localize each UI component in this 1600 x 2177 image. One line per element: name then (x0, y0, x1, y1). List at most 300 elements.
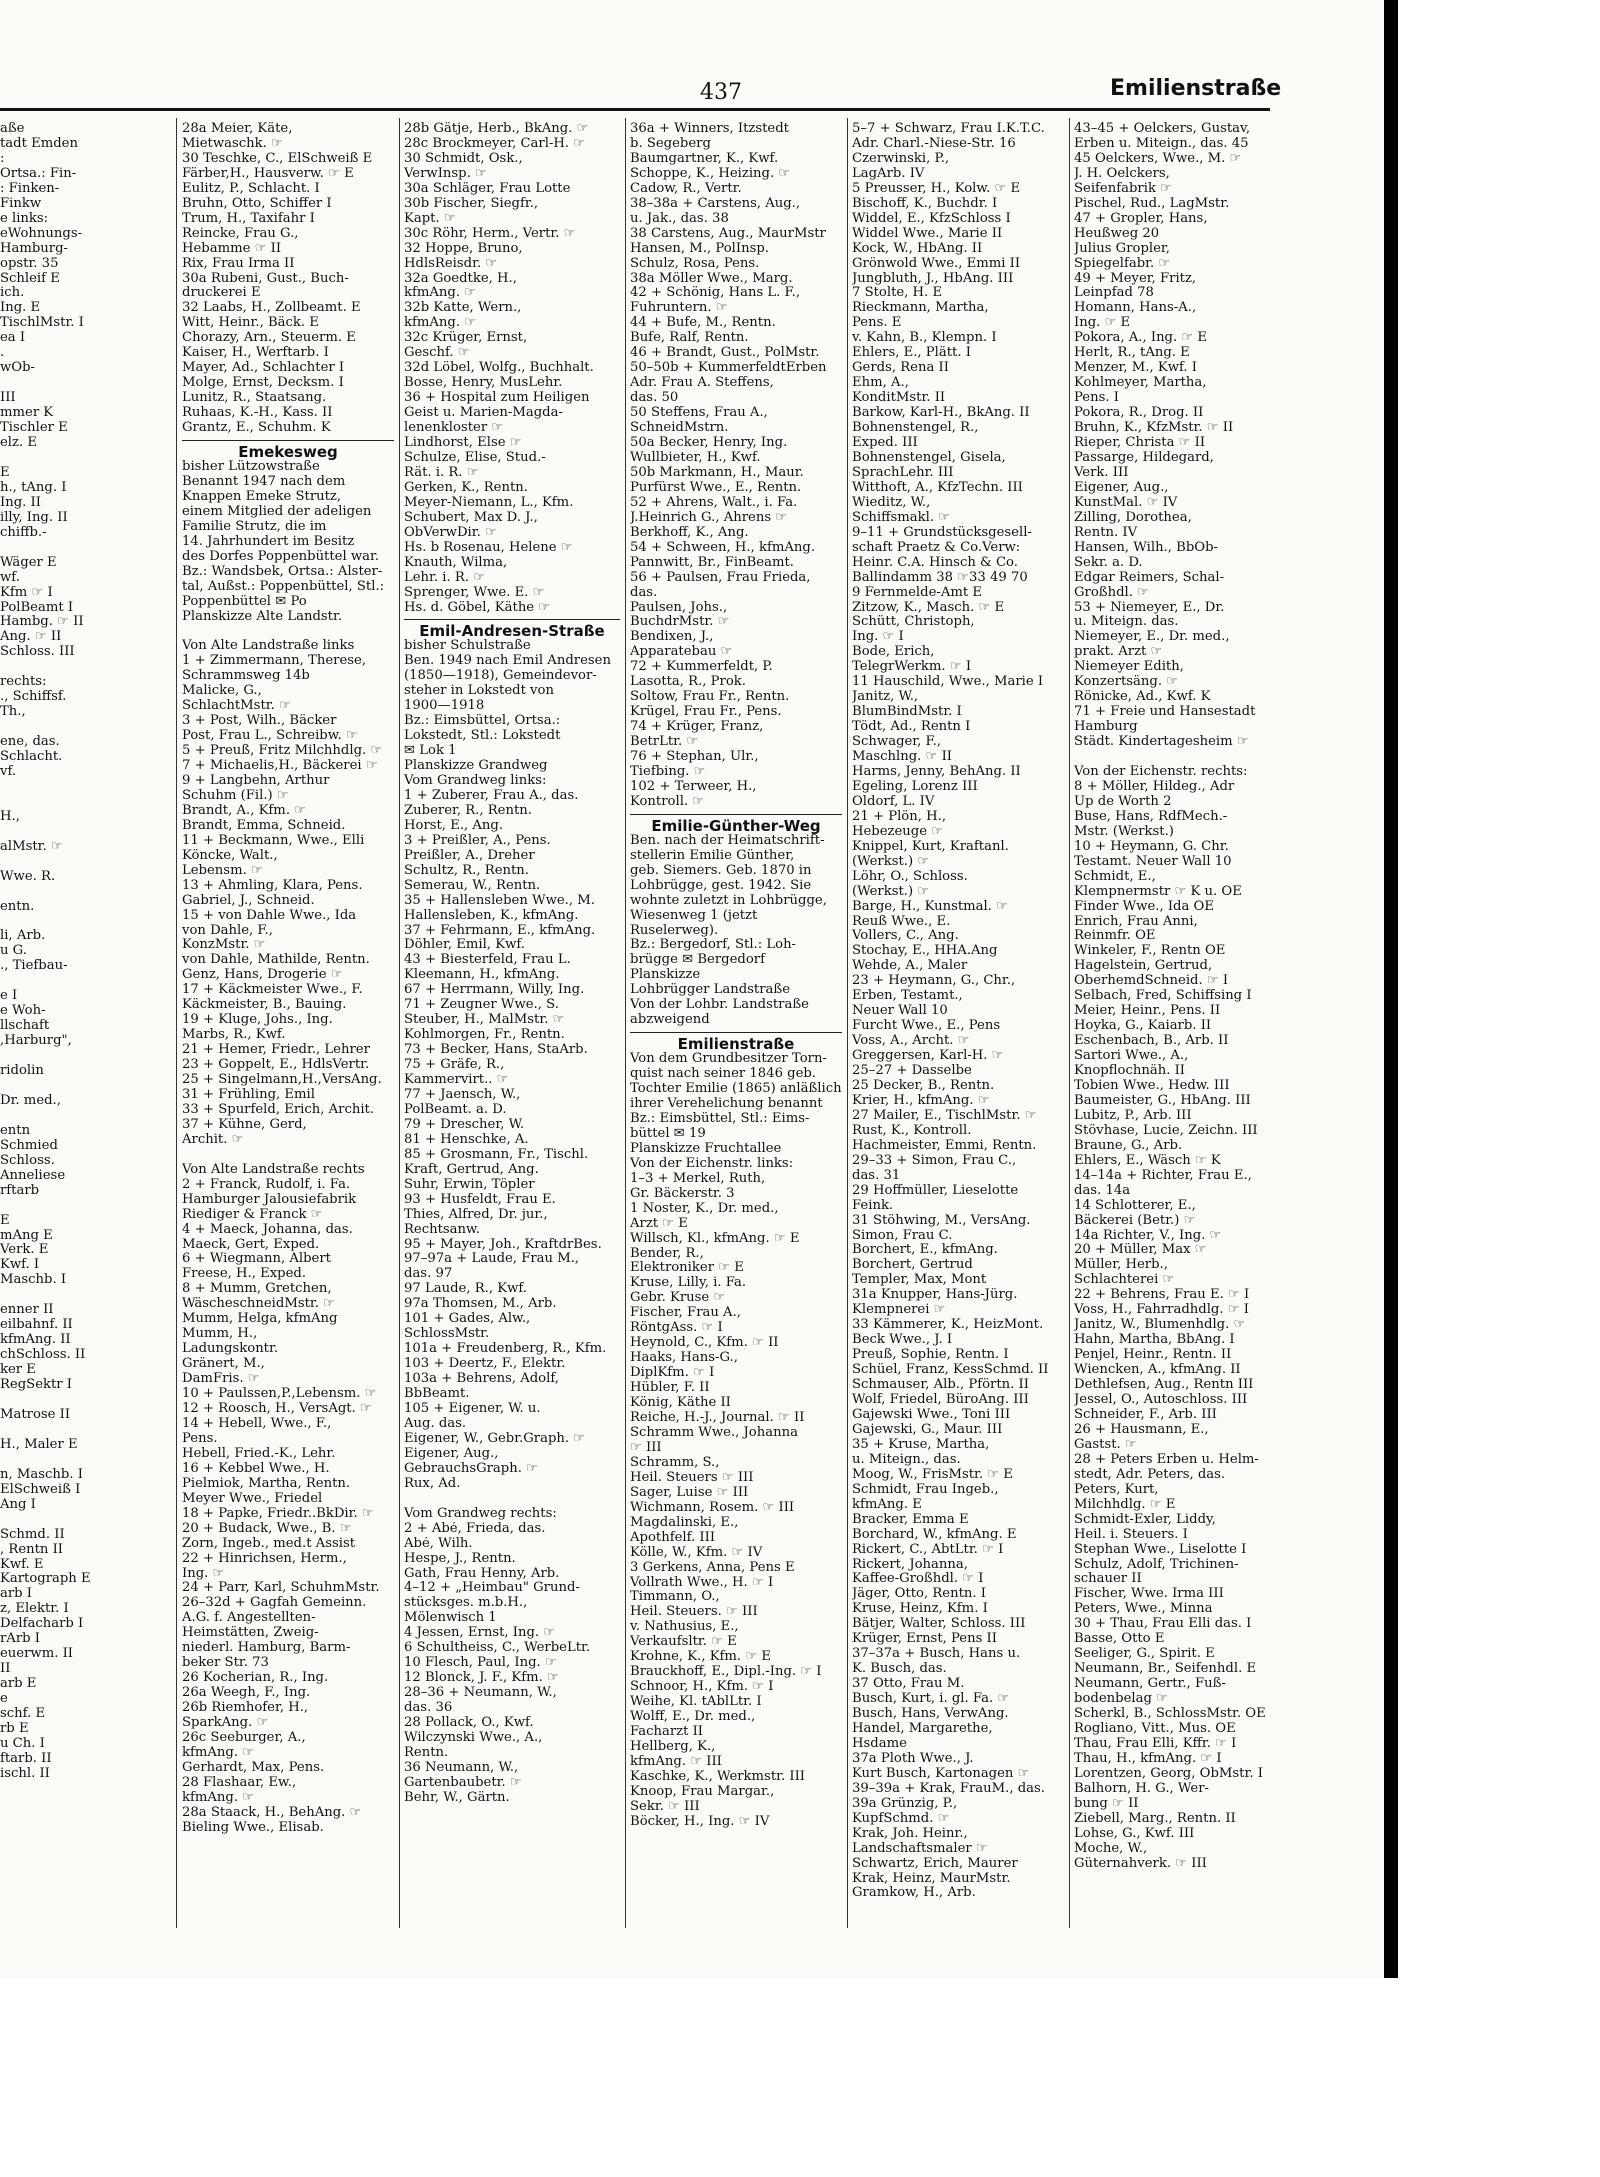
entry-line: Heil. i. Steuers. I (1074, 1527, 1188, 1542)
entry-line: Kfm ☞ I (0, 585, 53, 600)
entry-line: ihrer Verehelichung benannt (630, 1097, 823, 1111)
entry-line (0, 1513, 170, 1528)
entry-line: Niemeyer, E., Dr. med., (1074, 630, 1230, 645)
entry-line: 37a Ploth Wwe., J. (852, 1751, 974, 1766)
entry-line: 50a Becker, Henry, Ing. (630, 436, 788, 451)
entry-line: Zorn, Ingeb., med.t Assist (182, 1536, 356, 1551)
entry-line: Bufe, Ralf, Rentn. (630, 331, 749, 346)
entry-line: ., Tiefbau- (0, 959, 68, 974)
entry-line: 4–12 + „Heimbau" Grund- (404, 1581, 580, 1596)
entry-line: J.Heinrich G., Ahrens ☞ (630, 510, 788, 525)
entry-line: Templer, Max, Mont (852, 1273, 987, 1288)
entry-line: Eulitz, P., Schlacht. I (182, 181, 320, 196)
entry-line: WäscheschneidMstr. ☞ (182, 1297, 335, 1312)
entry-line: eilbahnf. II (0, 1318, 73, 1333)
entry-line: Neumann, Gertr., Fuß- (1074, 1677, 1226, 1692)
entry-line: Rechtsanw. (404, 1222, 480, 1237)
entry-line: Schmidt-Exler, Liddy, (1074, 1512, 1216, 1527)
entry-line: Planskizze Grandweg (404, 759, 548, 774)
entry-line: 38a Möller Wwe., Marg. (630, 271, 793, 286)
entry-line: SchlachtMstr. ☞ (182, 699, 291, 714)
entry-line: Bätjer, Walter, Schloss. III (852, 1617, 1026, 1632)
entry-line: 50 Steffens, Frau A., (630, 406, 768, 421)
entry-line: ker E (0, 1363, 36, 1378)
entry-line: Fuhruntern. ☞ (630, 301, 728, 316)
entry-line: Barkow, Karl-H., BkAng. II (852, 406, 1030, 421)
entry-line: 18 + Papke, Friedr..BkDir. ☞ (182, 1506, 374, 1521)
entry-line: z, Elektr. I (0, 1602, 69, 1617)
entry-line: Reuß Wwe., E. (852, 914, 951, 929)
entry-line: 9 + Langbehn, Arthur (182, 773, 330, 788)
entry-line: 49 + Meyer, Fritz, (1074, 271, 1197, 286)
entry-line: 23 + Heymann, G., Chr., (852, 974, 1016, 989)
entry-line: Moog, W., FrisMstr. ☞ E (852, 1467, 1013, 1482)
entry-line: 7 Stolte, H. E (852, 286, 943, 301)
entry-line: 30b Fischer, Siegfr., (404, 196, 539, 211)
entry-line: Wehde, A., Maler (852, 959, 968, 974)
entry-line: Kapt. ☞ (404, 211, 456, 226)
entry-line: Jessel, O., Autoschloss. III (1074, 1393, 1248, 1408)
entry-line: chiffb.- (0, 525, 47, 540)
entry-line: 31 + Frühling, Emil (182, 1088, 315, 1102)
entry-line: LagArb. IV (852, 166, 925, 181)
column-divider (625, 118, 626, 1928)
entry-line: Schiffsmakl. ☞ (852, 510, 951, 525)
entry-line: 8 + Möller, Hildeg., Adr (1074, 779, 1235, 794)
entry-line: Knappen Emeke Strutz, (182, 489, 342, 504)
entry-line: 10 + Paulssen,P.,Lebensm. ☞ (182, 1387, 377, 1402)
entry-line: Tochter Emilie (1865) anläßlich (630, 1082, 842, 1097)
entry-line: . (0, 346, 5, 361)
entry-line: Freese, H., Exped. (182, 1267, 307, 1282)
entry-line (0, 915, 170, 930)
entry-line: quist nach seiner 1846 geb. (630, 1067, 817, 1082)
page-number: 437 (700, 80, 742, 105)
entry-line: Delfacharb I (0, 1617, 84, 1632)
entry-line: Rux, Ad. (404, 1476, 461, 1491)
entry-line (0, 1199, 170, 1214)
entry-line: u G. (0, 944, 27, 959)
entry-line: Ehlers, E., Plätt. I (852, 346, 971, 361)
entry-line: Handel, Margarethe, (852, 1721, 993, 1736)
entry-line: bung ☞ II (1074, 1796, 1139, 1811)
entry-line: Von Alte Landstraße rechts (182, 1162, 365, 1177)
entry-line: Weihe, Kl. tAblLtr. I (630, 1695, 762, 1710)
entry-line: E (0, 1213, 10, 1228)
entry-line: 38 Carstens, Aug., MaurMstr (630, 226, 826, 241)
entry-line: 47 + Gropler, Hans, (1074, 211, 1208, 226)
entry-line: ,Harburg", (0, 1034, 72, 1049)
entry-line: Mumm, H., (182, 1327, 258, 1342)
entry-line: Bosse, Henry, MusLehr. (404, 376, 563, 391)
entry-line: Hellberg, K., (630, 1739, 716, 1754)
entry-line: Bendixen, J., (630, 630, 714, 645)
entry-line: 42 + Schönig, Hans L. F., (630, 286, 801, 301)
entry-line: SchneidMstrn. (630, 421, 729, 436)
entry-line: Cadow, R., Vertr. (630, 181, 742, 196)
entry-line: 25–27 + Dasselbe (852, 1064, 972, 1079)
entry-line: schf. E (0, 1707, 46, 1722)
entry-line: Rust, K., Kontroll. (852, 1123, 972, 1138)
entry-line: Krüger, Ernst, Pens II (852, 1632, 997, 1647)
entry-line: 45 Oelckers, Wwe., M. ☞ (1074, 151, 1242, 166)
entry-line: KunstMal. ☞ IV (1074, 495, 1178, 510)
entry-line: 31 Stöhwing, M., VersAng. (852, 1213, 1031, 1228)
entry-line: TischlMstr. I (0, 316, 84, 331)
entry-line: 12 Blonck, J. F., Kfm. ☞ (404, 1671, 559, 1686)
entry-line: Heil. Steuers ☞ III (630, 1470, 754, 1485)
entry-line: 103a + Behrens, Adolf, (404, 1372, 559, 1387)
entry-line: ., Schiffsf. (0, 690, 67, 705)
entry-line: 101a + Freudenberg, R., Kfm. (404, 1342, 607, 1357)
entry-line: Stochay, E., HHA.Ang (852, 944, 998, 959)
entry-line: Czerwinski, P., (852, 151, 950, 166)
entry-line: 6 Schultheiss, C., WerbeLtr. (404, 1641, 591, 1656)
entry-line: 73 + Becker, Hans, StaArb. (404, 1043, 588, 1058)
entry-line: 20 + Budack, Wwe., B. ☞ (182, 1521, 352, 1536)
entry-line: Pokora, A., Ing. ☞ E (1074, 331, 1208, 346)
entry-line: Bz.: Eimsbüttel, Ortsa.: (404, 714, 561, 729)
entry-line: Janitz, W., (852, 690, 919, 705)
entry-line: Aug. das. (404, 1416, 467, 1431)
entry-line: Timmann, O., (630, 1590, 720, 1605)
entry-line: bodenbelag ☞ (1074, 1692, 1168, 1707)
entry-line: mAng E (0, 1228, 53, 1243)
entry-line: Egeling, Lorenz III (852, 779, 978, 794)
entry-line: Pens. (182, 1431, 218, 1446)
entry-line: Schmied (0, 1138, 58, 1153)
entry-line: 1 Noster, K., Dr. med., (630, 1201, 779, 1216)
entry-line: Adr. Charl.-Niese-Str. 16 (852, 136, 1016, 151)
entry-line: Zuberer, R., Rentn. (404, 803, 532, 818)
entry-line: 3 + Preißler, A., Pens. (404, 833, 551, 848)
entry-line: Menzer, M., Kwf. I (1074, 361, 1198, 376)
entry-line: entn. (0, 899, 35, 914)
entry-line: Schwager, F., (852, 735, 942, 750)
entry-line: 71 + Freie und Hansestadt (1074, 705, 1256, 720)
entry-line: 3 + Post, Wilh., Bäcker (182, 714, 337, 729)
entry-line: Schmidt, Frau Ingeb., (852, 1482, 999, 1497)
entry-line: PolBeamt. a. D. (404, 1102, 507, 1117)
entry-line: Gr. Bäckerstr. 3 (630, 1186, 735, 1201)
entry-line: Kaffee-Großhdl. ☞ I (852, 1572, 984, 1587)
entry-line: Hebezeuge ☞ (852, 824, 944, 839)
street-heading: Emekesweg (238, 443, 338, 462)
entry-line: lenenkloster ☞ (404, 421, 504, 436)
entry-line: 39a Grünzig, P., (852, 1796, 958, 1811)
entry-line: DiplKfm. ☞ I (630, 1366, 715, 1381)
entry-line: Schulz, Adolf, Trichinen- (1074, 1557, 1239, 1572)
entry-line: Wullbieter, H., Kwf. (630, 450, 761, 465)
entry-line: das. 14a (1074, 1183, 1131, 1198)
entry-line: Pischel, Rud., LagMstr. (1074, 196, 1230, 211)
entry-line: Pokora, R., Drog. II (1074, 406, 1204, 421)
entry-line (0, 885, 170, 900)
entry-line: das. (630, 585, 658, 600)
entry-line: Rickert, Johanna, (852, 1557, 968, 1572)
entry-line: Verk. E (0, 1243, 49, 1258)
entry-line: Tiefbing. ☞ (630, 764, 706, 779)
entry-line (0, 780, 170, 795)
entry-line: e links: (0, 211, 49, 226)
entry-line: König, Käthe II (630, 1396, 731, 1411)
entry-line: einem Mitglied der adeligen (182, 504, 372, 519)
entry-line: GebrauchsGraph. ☞ (404, 1461, 538, 1476)
entry-line: 54 + Schween, H., kfmAng. (630, 540, 816, 555)
entry-line: Hübler, F. II (630, 1381, 710, 1396)
entry-line: Schloss. (0, 1153, 55, 1168)
entry-line: 32c Krüger, Ernst, (404, 331, 528, 346)
entry-line: Busch, Kurt, i. gl. Fa. ☞ (852, 1692, 1010, 1707)
entry-line: Hamburg- (0, 241, 69, 256)
entry-line: ridolin (0, 1064, 44, 1079)
entry-line: Kaiser, H., Werftarb. I (182, 346, 329, 361)
entry-line: 37 + Fehrmann, E., kfmAng. (404, 923, 596, 938)
entry-line: Rentn. IV (1074, 525, 1138, 540)
entry-line: 3 Gerkens, Anna, Pens E (630, 1560, 795, 1575)
entry-line: Edgar Reimers, Schal- (1074, 570, 1225, 585)
entry-line: wohnte zuletzt in Lohbrügge, (630, 893, 827, 908)
entry-line: Busch, Hans, VerwAng. (852, 1707, 1009, 1722)
entry-line: 27 Mailer, E., TischlMstr. ☞ (852, 1108, 1037, 1123)
entry-line: von Dahle, Mathilde, Rentn. (182, 953, 370, 968)
entry-line (0, 720, 170, 735)
entry-line: 37 Otto, Frau M. (852, 1677, 965, 1692)
entry-line: Heußweg 20 (1074, 226, 1160, 241)
entry-line: Klempnerei ☞ (852, 1303, 946, 1318)
entry-line: 52 + Ahrens, Walt., i. Fa. (630, 495, 798, 510)
entry-line: 21 + Hemer, Friedr., Lehrer (182, 1043, 370, 1058)
entry-line: schaft Praetz & Co.Verw: (852, 540, 1021, 555)
entry-line: Leinpfad 78 (1074, 286, 1154, 301)
entry-line: Bracker, Emma E (852, 1512, 969, 1527)
entry-line: Hs. b Rosenau, Helene ☞ (404, 540, 573, 555)
entry-line: Adr. Frau A. Steffens, (630, 376, 774, 391)
entry-line: 28a Meier, Käte, (182, 122, 293, 136)
entry-line: Peters, Kurt, (1074, 1482, 1159, 1497)
entry-line: 50–50b + KummerfeldtErben (630, 361, 827, 376)
entry-line: Mayer, Ad., Schlachter I (182, 361, 345, 376)
entry-line: Grönwold Wwe., Emmi II (852, 256, 1021, 271)
entry-line: Thies, Alfred, Dr. jur., (404, 1207, 548, 1222)
entry-line: Hallensleben, K., kfmAng. (404, 908, 579, 923)
entry-line: brügge ✉ Bergedorf (630, 953, 765, 968)
entry-line: Maschlng. ☞ II (852, 750, 952, 765)
entry-line: 30 Schmidt, Osk., (404, 151, 523, 166)
entry-line: 7 + Michaelis,H., Bäckerei ☞ (182, 759, 378, 774)
entry-line: Abé, Wilh. (404, 1536, 473, 1551)
entry-line: Bruhn, K., KfzMstr. ☞ II (1074, 421, 1234, 436)
entry-line: Kwf. I (0, 1258, 40, 1273)
entry-line: 85 + Grosmann, Fr., Tischl. (404, 1147, 589, 1162)
entry-line: ObVerwDir. ☞ (404, 525, 497, 540)
column-divider (847, 118, 848, 1928)
entry-line: Bohnenstengel, Gisela, (852, 450, 1006, 465)
entry-line: des Dorfes Poppenbüttel war. (182, 549, 380, 564)
entry-line: Hamburg (1074, 720, 1138, 735)
entry-line: 35 + Kruse, Martha, (852, 1437, 990, 1452)
entry-line: Böcker, H., Ing. ☞ IV (630, 1814, 770, 1829)
entry-line: Kaschke, K., Werkmstr. III (630, 1769, 805, 1784)
entry-line: Schleif E (0, 271, 60, 286)
entry-line: Finder Wwe., Ida OE (1074, 899, 1214, 914)
entry-line: mmer K (0, 406, 54, 421)
entry-line: h., tAng. I (0, 480, 67, 495)
entry-line: 9 Fernmelde-Amt E (852, 585, 982, 600)
entry-line: 103 + Deertz, F., Elektr. (404, 1357, 566, 1372)
entry-line: Schramm, S., (630, 1455, 720, 1470)
entry-line: Kruse, Heinz, Kfm. I (852, 1602, 988, 1617)
entry-line: 97a Thomsen, M., Arb. (404, 1297, 557, 1312)
entry-line (182, 624, 394, 639)
entry-line: rArb I (0, 1632, 40, 1647)
entry-line: kfmAng. E (852, 1497, 922, 1512)
entry-line: Malicke, G., (182, 684, 262, 699)
entry-line: Wieditz, W., (852, 495, 931, 510)
entry-line: Käckmeister, B., Bauing. (182, 998, 347, 1013)
entry-line: Tischler E (0, 421, 68, 436)
entry-line: ene, das. (0, 735, 60, 750)
entry-line: e I (0, 989, 18, 1004)
entry-line: (Werkst.) ☞ (852, 884, 930, 899)
entry-line: Exped. III (852, 436, 918, 451)
running-street-title: Emilienstraße (1110, 76, 1282, 101)
entry-line: Hebell, Fried.-K., Lehr. (182, 1446, 336, 1461)
entry-line: Planskizze Fruchtallee (630, 1141, 782, 1156)
entry-line: Lubitz, P., Arb. III (1074, 1108, 1192, 1123)
entry-line: Ehm, A., (852, 376, 909, 391)
entry-line: Schoppe, K., Heizing. ☞ (630, 166, 791, 181)
entry-line: Semerau, W., Rentn. (404, 878, 541, 893)
entry-line: u. Jak., das. 38 (630, 211, 729, 226)
entry-line: VerwInsp. ☞ (404, 166, 487, 181)
entry-line: 23 + Goppelt, E., HdlsVertr. (182, 1058, 370, 1073)
entry-line: Eschenbach, B., Arb. II (1074, 1034, 1229, 1049)
entry-line: 28c Brockmeyer, Carl-H. ☞ (404, 136, 586, 151)
entry-line: Kohlmeyer, Martha, (1074, 376, 1207, 391)
entry-line: Kölle, W., Kfm. ☞ IV (630, 1545, 763, 1560)
entry-line: Bäckerei (Betr.) ☞ (1074, 1213, 1196, 1228)
entry-line: 79 + Drescher, W. (404, 1117, 525, 1132)
entry-line: Stövhase, Lucie, Zeichn. III (1074, 1123, 1258, 1138)
entry-line: Baumeister, G., HbAng. III (1074, 1093, 1251, 1108)
entry-line: Gartenbaubetr. ☞ (404, 1775, 522, 1790)
entry-line: HdlsReisdr. ☞ (404, 256, 498, 271)
entry-line: kfmAng. ☞ (404, 316, 477, 331)
entry-line: Hambg. ☞ II (0, 615, 84, 630)
entry-line: 14a Richter, V., Ing. ☞ (1074, 1228, 1222, 1243)
entry-line: Paulsen, Johs., (630, 600, 728, 615)
entry-line: Sager, Luise ☞ III (630, 1485, 749, 1500)
entry-line: Ing. ☞ I (852, 630, 904, 645)
entry-line (0, 795, 170, 810)
entry-line: 77 + Jaensch, W., (404, 1088, 521, 1102)
entry-line: büttel ✉ 19 (630, 1126, 706, 1141)
entry-line (0, 541, 170, 556)
entry-line: 5 + Preuß, Fritz Milchhdlg. ☞ (182, 744, 383, 759)
entry-line: Wäger E (0, 555, 57, 570)
entry-line: (1850—1918), Gemeindevor- (404, 669, 597, 684)
entry-line: ea I (0, 331, 26, 346)
entry-line: geb. Siemers. Geb. 1870 in (630, 863, 812, 878)
entry-line: Gajewski Wwe., Toni III (852, 1407, 1011, 1422)
entry-line: Köncke, Walt., (182, 848, 278, 863)
entry-line: Ehlers, E., Wäsch ☞ K (1074, 1153, 1221, 1168)
entry-line: Th., (0, 705, 26, 720)
entry-line: Knippel, Kurt, Kraftanl. (852, 839, 1009, 854)
entry-line: Penjel, Heinr., Rentn. II (1074, 1348, 1232, 1363)
entry-line: Genz, Hans, Drogerie ☞ (182, 968, 343, 983)
entry-line: 31a Knupper, Hans-Jürg. (852, 1288, 1018, 1303)
entry-line: Schlachterei ☞ (1074, 1273, 1175, 1288)
entry-line: Rieper, Christa ☞ II (1074, 436, 1206, 451)
entry-line: 50b Markmann, H., Maur. (630, 465, 804, 480)
entry-line: Berkhoff, K., Ang. (630, 525, 749, 540)
entry-line: 14 Schlotterer, E., (1074, 1198, 1196, 1213)
entry-line: Ing. ☞ (182, 1566, 225, 1581)
entry-line: BbBeamt. (404, 1387, 470, 1402)
entry-line: Mietwaschk. ☞ (182, 136, 283, 151)
entry-line: BetrLtr. ☞ (630, 735, 699, 750)
entry-line: Witt, Heinr., Bäck. E (182, 316, 319, 331)
entry-line: Vom Grandweg links: (404, 773, 547, 788)
entry-line: Lebensm. ☞ (182, 863, 263, 878)
entry-line: RegSektr I (0, 1378, 73, 1393)
entry-line: 26 Kocherian, R., Ing. (182, 1671, 329, 1686)
entry-line: enner II (0, 1303, 54, 1318)
entry-line: Bohnenstengel, R., (852, 421, 979, 436)
entry-line: Stephan Wwe., Liselotte I (1074, 1542, 1247, 1557)
entry-line: 33 Kämmerer, K., HeizMont. (852, 1318, 1044, 1333)
entry-line: 72 + Kummerfeldt, P. (630, 660, 773, 675)
entry-line: E (0, 465, 10, 480)
entry-line: Spiegelfabr. ☞ (1074, 256, 1171, 271)
entry-line: stedt, Adr. Peters, das. (1074, 1467, 1226, 1482)
entry-line: Erben u. Miteign., das. 45 (1074, 136, 1249, 151)
entry-line: Heil. Steuers. ☞ III (630, 1605, 758, 1620)
entry-line: 75 + Gräfe, R., (404, 1058, 505, 1073)
entry-line: 93 + Husfeldt, Frau E. (404, 1192, 556, 1207)
entry-line: v. Nathusius, E., (630, 1620, 739, 1635)
entry-line: Fischer, Frau A., (630, 1306, 741, 1321)
entry-line: 32a Goedtke, H., (404, 271, 517, 286)
entry-line: Bruhn, Otto, Schiffer I (182, 196, 332, 211)
entry-line: 10 Flesch, Paul, Ing. ☞ (404, 1656, 557, 1671)
entry-line: Harms, Jenny, BehAng. II (852, 764, 1021, 779)
entry-line: 26–32d + Gagfah Gemeinn. (182, 1596, 367, 1611)
entry-line: Sartori Wwe., A., (1074, 1049, 1189, 1064)
entry-line: Barge, H., Kunstmal. ☞ (852, 899, 1008, 914)
entry-line: Ing. ☞ E (1074, 316, 1131, 331)
entry-line: 4 Jessen, Ernst, Ing. ☞ (404, 1626, 556, 1641)
entry-line: Lokstedt, Stl.: Lokstedt (404, 729, 561, 744)
entry-line: entn (0, 1123, 31, 1138)
entry-line: Widdel Wwe., Marie II (852, 226, 1003, 241)
entry-line: Matrose II (0, 1407, 71, 1422)
entry-line: rb E (0, 1721, 29, 1736)
entry-line: Vollers, C., Ang. (852, 929, 959, 944)
entry-line: Up de Worth 2 (1074, 794, 1172, 809)
entry-line: Balhorn, H. G., Wer- (1074, 1781, 1209, 1796)
entry-line: Sekr. a. D. (1074, 555, 1143, 570)
column-5 (852, 122, 1064, 1901)
entry-line: Ruhaas, K.-H., Kass. II (182, 406, 333, 421)
street-heading: Emilie-Günther-Weg (651, 816, 821, 835)
entry-line: Güternahverk. ☞ III (1074, 1856, 1207, 1871)
section-rule (182, 440, 394, 441)
entry-line: Schrammsweg 14b (182, 669, 310, 684)
entry-line: Hahn, Martha, BbAng. I (1074, 1333, 1235, 1348)
